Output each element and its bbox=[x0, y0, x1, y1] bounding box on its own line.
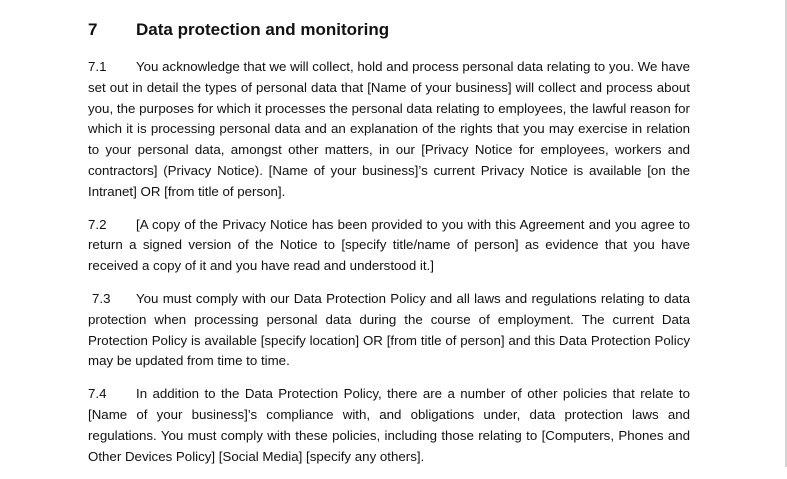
section-number: 7 bbox=[88, 20, 98, 39]
clause-7-3 bbox=[88, 289, 690, 372]
clause-number: 7.2 bbox=[88, 216, 107, 232]
clause-text: [A copy of the Privacy Notice has been provided to you with this Agreement and you agree to return a signed version of the Notice to [specify title/name of person] as evidence that you have received a copy of it and you have read and understood it.] bbox=[88, 216, 690, 274]
clause-7-1 bbox=[88, 57, 690, 203]
clause-7-2 bbox=[88, 215, 690, 277]
clause-number: 7.3 bbox=[92, 290, 111, 306]
clause-number: 7.4 bbox=[88, 386, 107, 402]
clause-7-4 bbox=[88, 384, 690, 467]
document-page bbox=[88, 0, 690, 479]
clause-text: You acknowledge that we will collect, hold and process personal data relating to you. We have set out in detail the types of personal data that [Name of your business] will collect and process about you, the purposes for which it processes the personal data relating to employees, the lawful reason for which it is processing personal data and an explanation of the rights that you may exercise in relation to your personal data, amongst other matters, in our [Privacy Notice for employees, workers and contractors] (Privacy Notice). [Name of your business]’s current Privacy Notice is available [on the Intranet] OR [from title of person]. bbox=[88, 59, 690, 199]
clause-text: You must comply with our Data Protection Policy and all laws and regulations relating to data protection when processing personal data during the course of employment. The current Data Protection Policy is available [specify location] OR [from title of person] and this Data Protection Policy may be updated from time to time. bbox=[88, 290, 690, 369]
section-heading bbox=[88, 20, 690, 50]
clause-number: 7.1 bbox=[88, 59, 107, 74]
section-title: Data protection and monitoring bbox=[136, 20, 390, 39]
clause-text: In addition to the Data Protection Policy, there are a number of other policies that relate to [Name of your business]’s compliance with, and obligations under, data protection laws and regulations. You must comply with these policies, including those relating to [Computers, Phones and Other Devices Policy] [Social Media] [specify any others]. bbox=[88, 386, 690, 464]
